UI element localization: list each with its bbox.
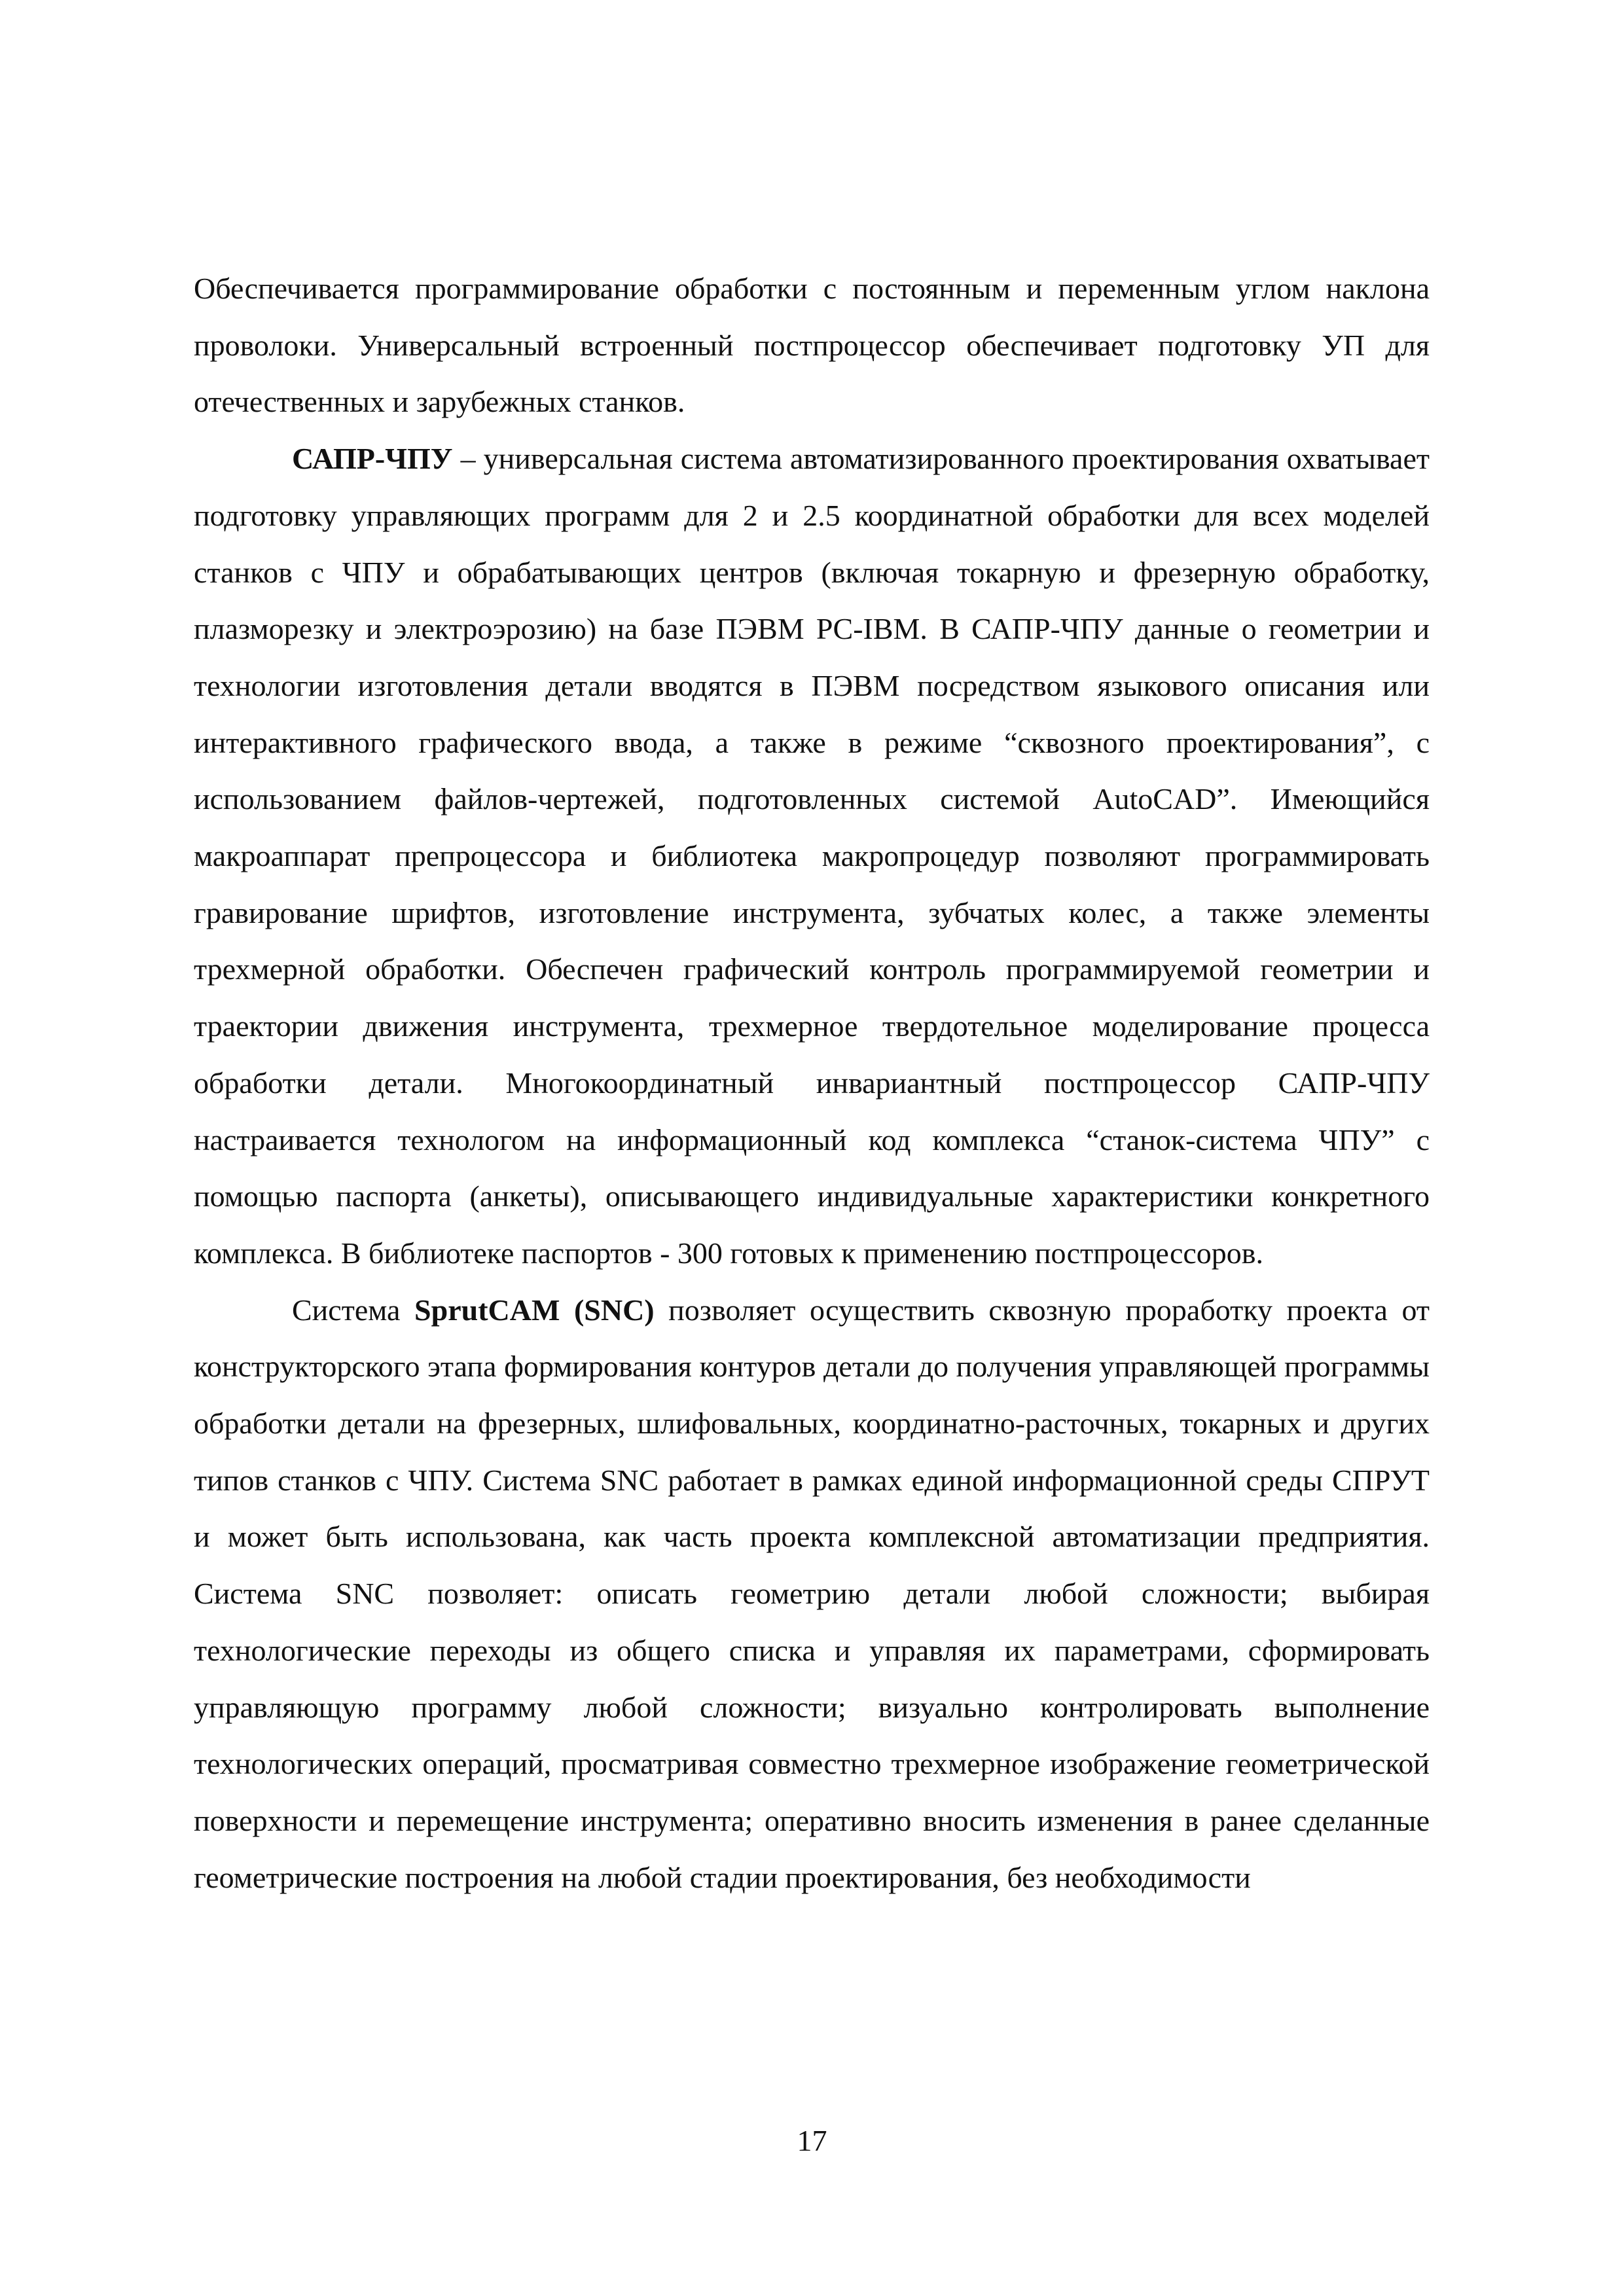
body-text [194,260,1430,1906]
paragraph-continuation [194,260,1430,431]
term-sprutcam: SprutCAM (SNC) [414,1293,655,1327]
paragraph-text: Обеспечивается программирование обработки с постоянным и переменным углом наклона проволоки. Универсальный встроенный постпроцессор обеспечивает подготовку УП для отечественных и зарубежных станков. [194,272,1430,419]
term-sapr-chpu: САПР-ЧПУ [292,442,453,476]
paragraph-prefix: Система [292,1293,415,1327]
paragraph-sapr-chpu [194,431,1430,1282]
page-number: 17 [797,2124,827,2157]
paragraph-sprutcam [194,1282,1430,1907]
paragraph-text: позволяет осуществить сквозную проработку проекта от конструкторского этапа формирования контуров детали до получения управляющей программы обработки детали на фрезерных, шлифовальных, координатно-расточных, токарных и других типов станков с ЧПУ. Система SNC работает в рамках единой информационной среды СПРУТ и может быть использована, как часть проекта комплексной автоматизации предприятия. Система SNC позволяет: описать геометрию детали любой сложности; выбирая технологические переходы из общего списка и управляя их параметрами, сформировать управляющую программу любой сложности; визуально контролировать выполнение технологических операций, просматривая совместно трехмерное изображение геометрической поверхности и перемещение инструмента; оперативно вносить изменения в ранее сделанные геометрические построения на любой стадии проектирования, без необходимости [194,1293,1430,1894]
paragraph-text: – универсальная система автоматизированного проектирования охватывает подготовку управляющих программ для 2 и 2.5 координатной обработки для всех моделей станков с ЧПУ и обрабатывающих центров (включая токарную и фрезерную обработку, плазморезку и электроэрозию) на базе ПЭВМ PC-IBM. В САПР-ЧПУ данные о геометрии и технологии изготовления детали вводятся в ПЭВМ посредством языкового описания или интерактивного графического ввода, а также в режиме “сквозного проектирования”, с использованием файлов-чертежей, подготовленных системой AutoCAD”. Имеющийся макроаппарат препроцессора и библиотека макропроцедур позволяют программировать гравирование шрифтов, изготовление инструмента, зубчатых колес, а также элементы трехмерной обработки. Обеспечен графический контроль программируемой геометрии и траектории движения инструмента, трехмерное твердотельное моделирование процесса обработки детали. Многокоординатный инвариантный постпроцессор САПР-ЧПУ настраивается технологом на информационный код комплекса “станок-система ЧПУ” с помощью паспорта (анкеты), описывающего индивидуальные характеристики конкретного комплекса. В библиотеке паспортов - 300 готовых к применению постпроцессоров. [194,442,1430,1270]
